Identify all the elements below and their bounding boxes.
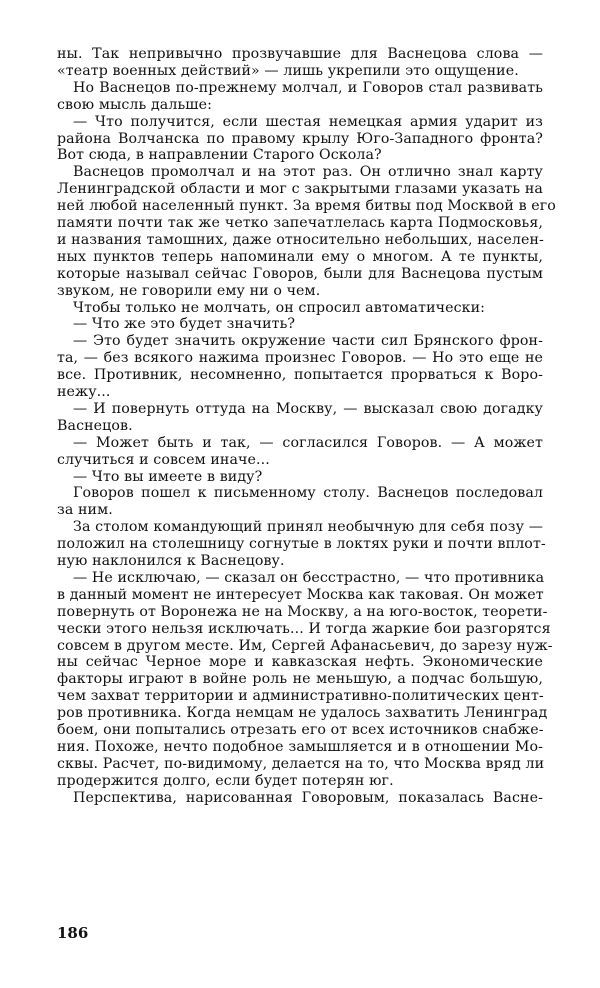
text-line: чески этого нельзя исключать... И тогда жаркие бои разгорятся [57,620,551,637]
text-line: Васнецов промолчал и на этот раз. Он отлично знал карту [73,164,543,181]
text-line: боем, они попытались отрезать его от всех источников снабже- [57,722,544,738]
text-line: Ленинградской области и мог с закрытыми глазами указать на [57,181,543,198]
text-line: Вот сюда, в направлении Старого Оскола? [57,147,382,164]
text-line: — Это будет значить окружение части сил Брянского фрон- [73,333,543,350]
text-line: Васнецов. [57,417,133,434]
text-line: ны. Так непривычно прозвучавшие для Васнецова слова — [57,46,543,62]
text-line: в данный момент не интересует Москва как таковая. Он может [57,586,544,603]
text-line: все. Противник, несомненно, попытается прорваться к Воро- [57,367,543,384]
text-line: которые называл сейчас Говоров, были для Васнецова пустым [57,265,543,282]
text-line: Говоров пошел к письменному столу. Васнецов последовал [73,485,543,502]
text-line: положил на столешницу согнутые в локтях руки и почти вплот- [57,536,546,553]
text-line: — И повернуть оттуда на Москву, — высказал свою догадку [73,400,543,417]
text-line: Но Васнецов по-прежнему молчал, и Говоров стал развивать [73,79,543,96]
page-number: 186 [57,924,89,942]
text-line: ней любой населенный пункт. За время битвы под Москвой в его [57,198,556,215]
text-line: — Что вы имеете в виду? [73,468,263,485]
text-line: — Может быть и так, — согласился Говоров. — А может [73,434,543,451]
text-line: за ним. [57,502,113,519]
text-line: нежу... [57,384,111,400]
text-line: — Что получится, если шестая немецкая армия ударит из [73,113,543,130]
text-line: — Не исключаю, — сказал он бесстрастно, — что противника [73,569,545,586]
text-line: совсем в другом месте. Им, Сергей Афанасьевич, до зарезу нуж- [57,637,553,654]
text-line: района Волчанска по правому крылу Юго-Западного фронта? [57,130,543,147]
text-line: продержится долго, если будет потерян юг. [57,772,394,789]
text-line: чем захват территории и административно-политических цент- [57,688,544,705]
text-line: ную наклонился к Васнецову. [57,553,285,569]
text-line: Чтобы только не молчать, он спросил автоматически: [73,299,486,316]
text-line: сквы. Расчет, по-видимому, делается на то, что Москва вряд ли [57,755,545,772]
text-line: ны сейчас Черное море и кавказская нефть. Экономические [57,654,543,671]
text-line: свою мысль дальше: [57,96,212,113]
text-line: ров противника. Когда немцам не удалось захватить Ленинград [57,705,548,722]
text-line: ных пунктов теперь напоминали ему о многом. А те пункты, [57,248,543,265]
text-line: ния. Похоже, нечто подобное замышляется и в отношении Мо- [57,738,543,755]
text-line: За столом командующий принял необычную для себя позу — [73,519,543,536]
text-line: Перспектива, нарисованная Говоровым, показалась Васне- [73,789,543,806]
text-line: звуком, не говорили ему ни о чем. [57,282,321,299]
text-line: памяти почти так же четко запечатлелась карта Подмосковья, [57,215,543,231]
text-line: «театр военных действий» — лишь укрепили это ощущение. [57,62,519,79]
text-line: и названия тамошних, даже относительно небольших, населен- [57,231,544,248]
text-line: та, — без всякого нажима произнес Говоров. — Но это еще не [57,350,543,367]
text-line: случиться и совсем иначе... [57,451,270,468]
text-line: — Что же это будет значить? [73,316,296,333]
text-line: факторы играют в войне роль не меньшую, а подчас большую, [57,671,543,688]
text-line: повернуть от Воронежа не на Москву, а на юго-восток, теорети- [57,603,548,620]
